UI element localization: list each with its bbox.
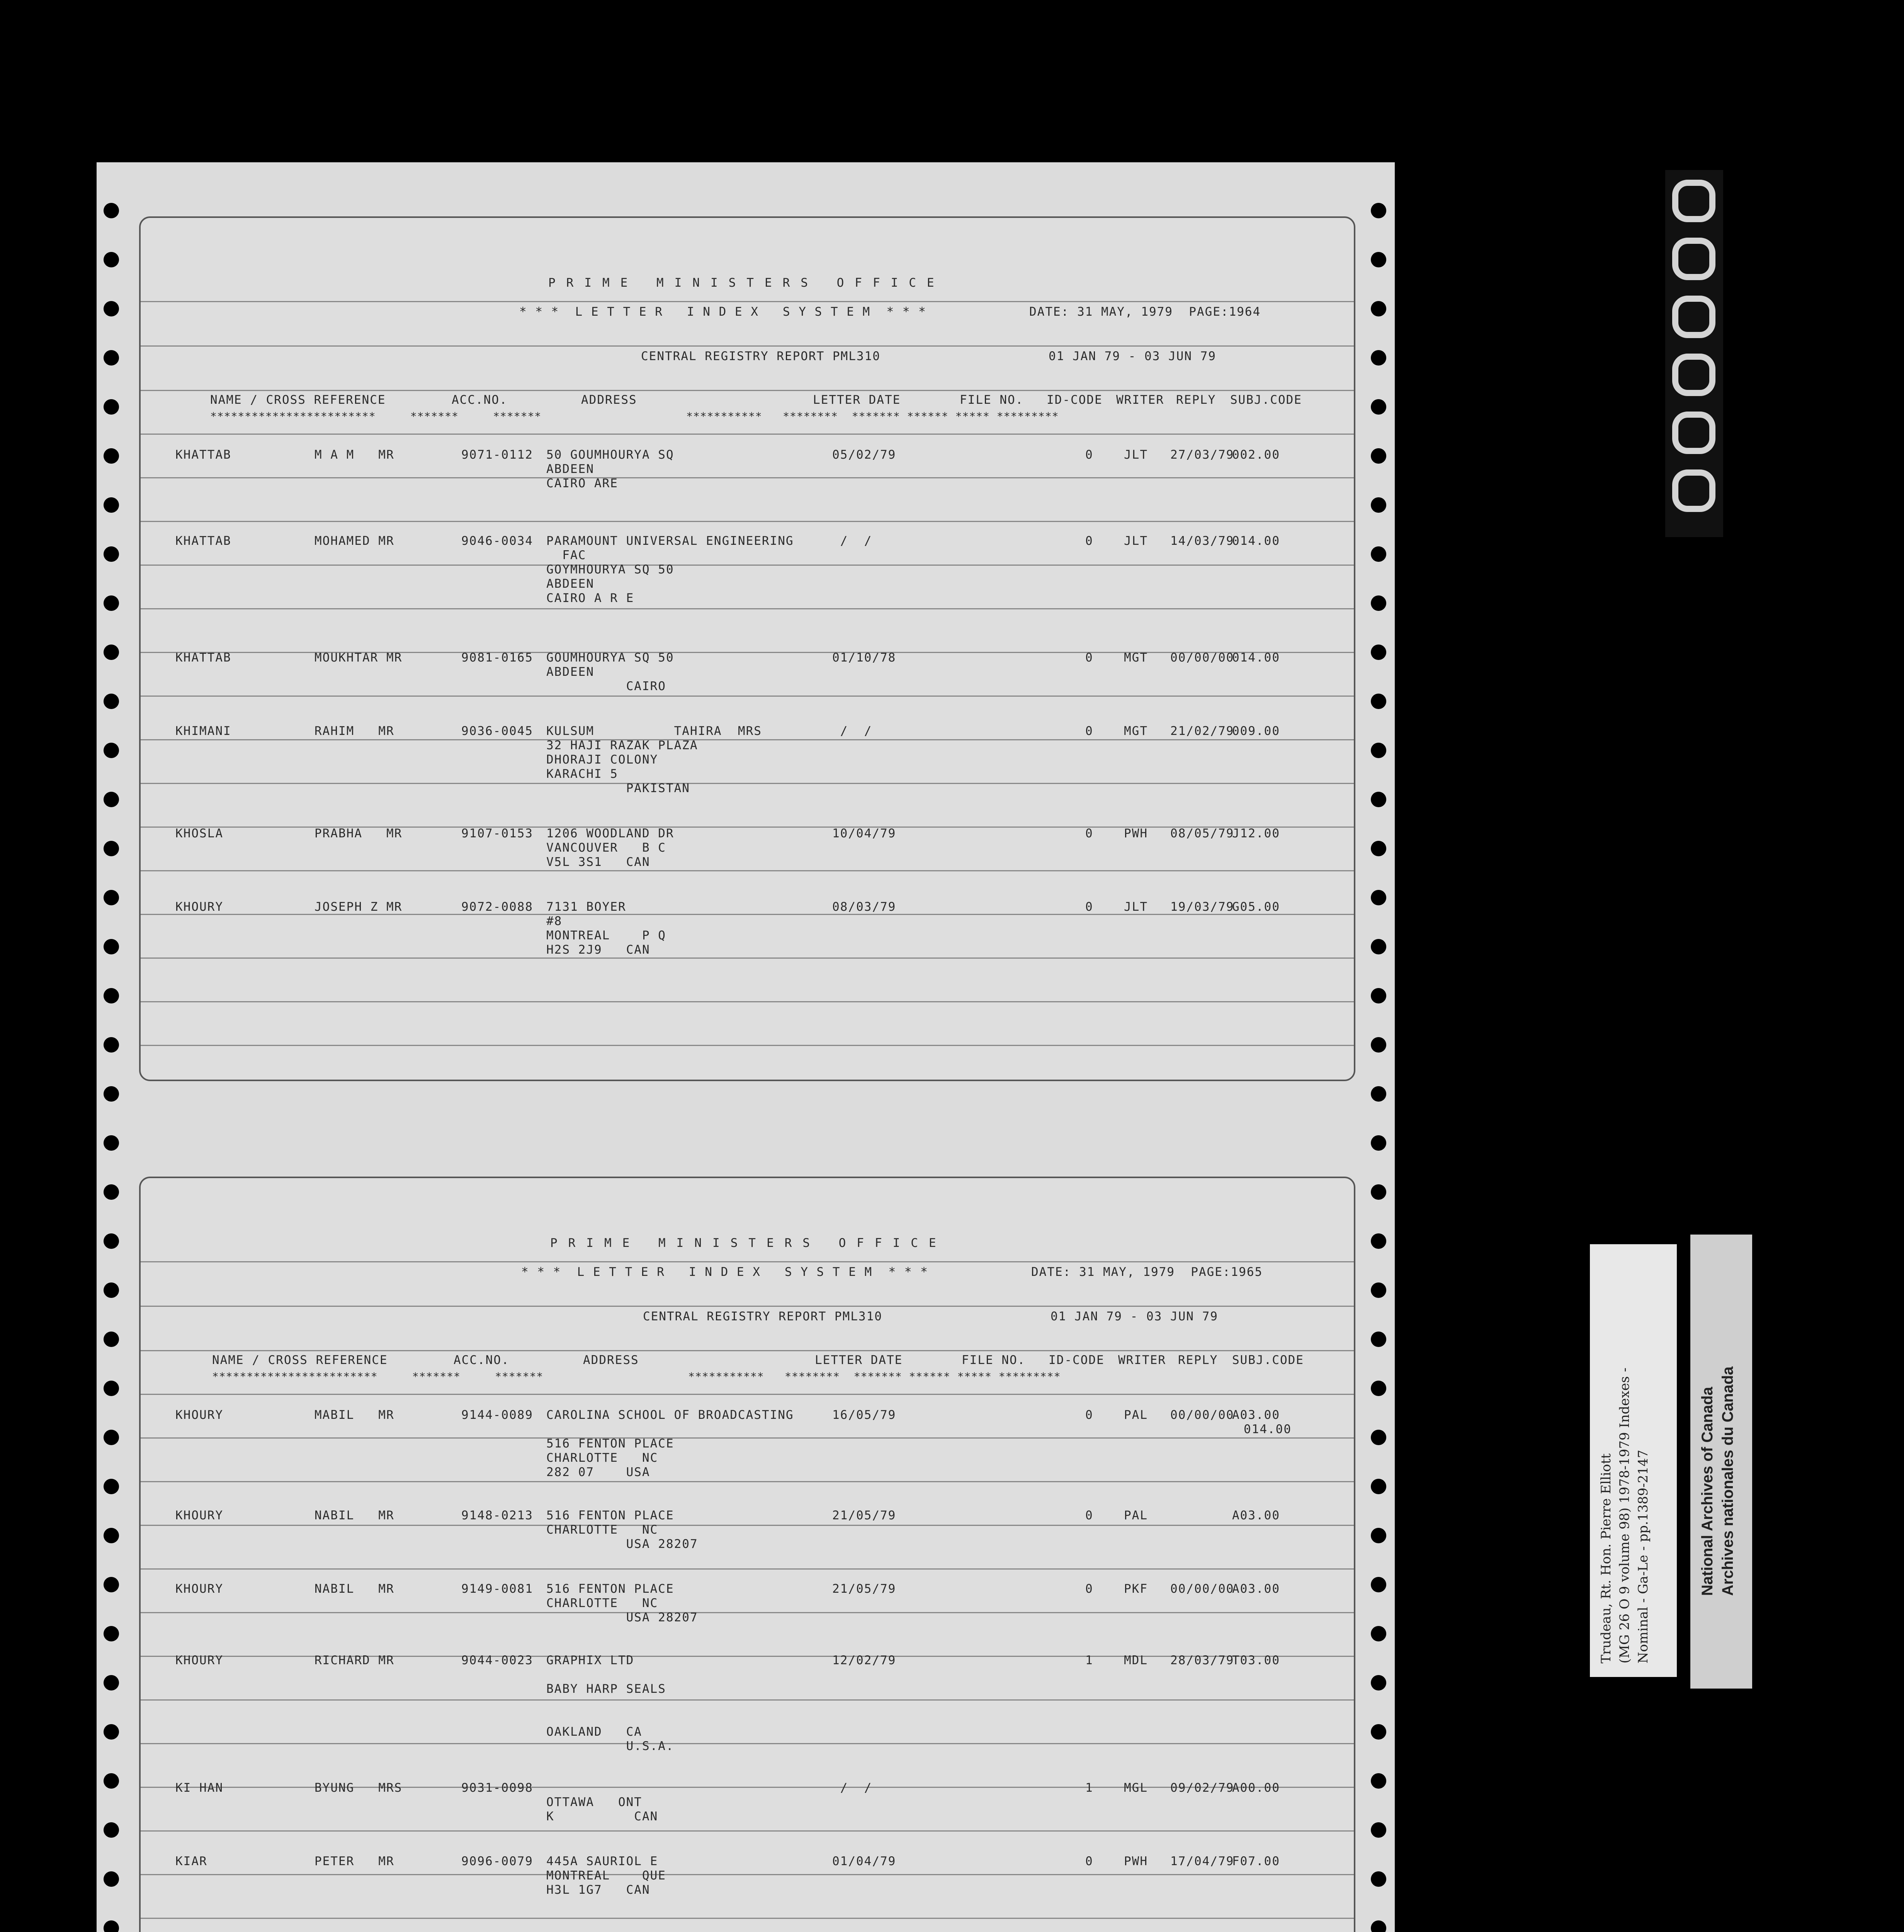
record-subj-code: A03.00 [1232,1509,1280,1522]
record-address-line: CAIRO ARE [546,476,618,490]
report-range: 01 JAN 79 - 03 JUN 79 [1049,349,1216,363]
feed-hole [1371,1675,1386,1690]
feed-hole [104,694,119,709]
stamp-digit [1672,180,1715,222]
record-given-name: RICHARD MR [314,1653,394,1667]
record-acc-no: 9149-0081 [461,1582,533,1596]
record-id-code: 0 [1085,827,1093,840]
col-acc: ACC.NO. [454,1353,510,1367]
rule [141,1918,1354,1919]
date-page: DATE: 31 MAY, 1979 PAGE:1965 [1031,1265,1263,1279]
record-letter-date: 05/02/79 [832,448,896,462]
record-address-line: 516 FENTON PLACE [546,1582,674,1596]
record-address-line: USA 28207 [546,1537,698,1551]
col-writer: WRITER [1116,393,1164,407]
report-id: CENTRAL REGISTRY REPORT PML310 [643,1310,882,1323]
record-surname: KHOURY [175,1582,223,1596]
feed-hole [104,1332,119,1347]
record-address-line: KARACHI 5 [546,767,618,781]
feed-hole [104,1577,119,1592]
col-reply: REPLY [1178,1353,1218,1367]
record-reply-date: 27/03/79 [1170,448,1234,462]
record-address-line: 50 GOUMHOURYA SQ [546,448,674,462]
report-page-1964 [139,216,1355,1081]
system-title: * * * L E T T E R I N D E X S Y S T E M * * * [521,1265,928,1279]
feed-hole [104,1724,119,1740]
record-address-line: GOYMHOURYA SQ 50 [546,563,674,577]
record-writer: JLT [1124,448,1148,462]
record-address-line: K CAN [546,1810,658,1823]
feed-hole [104,1528,119,1543]
rule [141,1481,1354,1482]
feed-hole [104,301,119,316]
feed-hole [1371,1822,1386,1838]
feed-hole [104,1871,119,1887]
rule [141,696,1354,697]
record-address-line: BABY HARP SEALS [546,1682,666,1696]
record-id-code: 0 [1085,1408,1093,1422]
record-acc-no: 9148-0213 [461,1509,533,1522]
record-reply-date: 28/03/79 [1170,1653,1234,1667]
feed-hole [1371,743,1386,758]
feed-hole [104,350,119,366]
record-surname: KHATTAB [175,448,231,462]
col-acc: ACC.NO. [452,393,508,407]
feed-hole [1371,1381,1386,1396]
record-address-line: 282 07 USA [546,1465,650,1479]
report-id: CENTRAL REGISTRY REPORT PML310 [641,349,881,363]
record-id-code: 0 [1085,448,1093,462]
header-underline: ************************ ******* ******* *********** ******** ******* ****** ***** ********* [210,410,1059,423]
feed-hole [1371,1135,1386,1151]
feed-hole [104,939,119,954]
label-title: Trudeau, Rt. Hon. Pierre Elliott [1598,1453,1614,1663]
feed-hole [1371,1282,1386,1298]
record-surname: KHOSLA [175,827,223,840]
record-surname: KHATTAB [175,651,231,665]
feed-hole [1371,939,1386,954]
col-file: FILE NO. [962,1353,1026,1367]
record-address-line: CAROLINA SCHOOL OF BROADCASTING [546,1408,794,1422]
feed-hole [104,1430,119,1445]
record-acc-no: 9046-0034 [461,534,533,548]
record-letter-date: 10/04/79 [832,827,896,840]
record-surname: KI HAN [175,1781,223,1795]
record-letter-date: / / [832,1781,872,1795]
record-letter-date: / / [832,534,872,548]
record-reply-date: 08/05/79 [1170,827,1234,840]
feed-hole [104,203,119,218]
feed-hole [1371,988,1386,1003]
feed-hole [1371,546,1386,562]
record-address-line: U.S.A. [546,1739,674,1753]
record-writer: PWH [1124,1854,1148,1868]
institution-en: National Archives of Canada [1699,1387,1716,1596]
record-reply-date: 17/04/79 [1170,1854,1234,1868]
record-address-line: MONTREAL QUE [546,1869,666,1883]
record-subj-code-2: 014.00 [1244,1422,1292,1436]
rule [141,1830,1354,1832]
feed-hole [104,448,119,464]
record-surname: KHOURY [175,1653,223,1667]
feed-hole [104,1626,119,1641]
archive-institution-label [1690,1235,1752,1689]
feed-hole [1371,1871,1386,1887]
record-address-line: 516 FENTON PLACE [546,1437,674,1451]
stamp-digit [1672,296,1715,338]
record-id-code: 0 [1085,534,1093,548]
record-reply-date: 00/00/00 [1170,1408,1234,1422]
record-given-name: JOSEPH Z MR [314,900,403,914]
printout-sheet [97,162,1395,1932]
label-line2: (MG 26 O 9 volume 98) 1978-1979 Indexes - [1617,1367,1632,1663]
feed-hole [1371,1577,1386,1592]
feed-hole [1371,694,1386,709]
record-surname: KHOURY [175,900,223,914]
rule [141,957,1354,959]
record-writer: JLT [1124,900,1148,914]
record-id-code: 0 [1085,1509,1093,1522]
record-subj-code: 002.00 [1232,448,1280,462]
record-writer: MGL [1124,1781,1148,1795]
feed-hole [1371,1332,1386,1347]
feed-hole [104,252,119,267]
record-address-line: DHORAJI COLONY [546,753,658,767]
record-letter-date: 16/05/79 [832,1408,896,1422]
rule [141,1045,1354,1046]
frame-number-stamp [1665,170,1723,537]
record-subj-code: 014.00 [1232,651,1280,665]
rule [141,1525,1354,1526]
record-address-line: ABDEEN [546,577,594,591]
rule [141,1568,1354,1570]
col-address: ADDRESS [581,393,637,407]
rule [141,521,1354,522]
feed-hole [104,1920,119,1932]
col-letter-date: LETTER DATE [813,393,901,407]
record-address-line: OTTAWA ONT [546,1795,642,1809]
record-letter-date: 12/02/79 [832,1653,896,1667]
feed-hole [1371,1037,1386,1053]
record-acc-no: 9071-0112 [461,448,533,462]
record-address-line: KULSUM TAHIRA MRS [546,724,762,738]
rule [141,870,1354,871]
col-subj: SUBJ.CODE [1230,393,1302,407]
record-address-line: CAIRO A R E [546,591,634,605]
feed-hole [1371,1086,1386,1102]
date-page: DATE: 31 MAY, 1979 PAGE:1964 [1029,305,1261,319]
record-given-name: RAHIM MR [314,724,394,738]
record-id-code: 0 [1085,900,1093,914]
feed-hole [104,1282,119,1298]
record-address-line: GRAPHIX LTD [546,1653,634,1667]
record-letter-date: 08/03/79 [832,900,896,914]
feed-hole [1371,497,1386,513]
record-writer: MDL [1124,1653,1148,1667]
record-given-name: MABIL MR [314,1408,394,1422]
record-address-line: OAKLAND CA [546,1725,642,1739]
record-surname: KHATTAB [175,534,231,548]
record-address-line: #8 [546,914,563,928]
record-surname: KIAR [175,1854,207,1868]
feed-hole [104,841,119,856]
record-acc-no: 9072-0088 [461,900,533,914]
record-id-code: 0 [1085,651,1093,665]
record-letter-date: 01/10/78 [832,651,896,665]
record-surname: KHOURY [175,1509,223,1522]
feed-hole [1371,1920,1386,1932]
feed-hole [104,1773,119,1789]
rule [141,1743,1354,1744]
record-address-line: GOUMHOURYA SQ 50 [546,651,674,665]
stamp-digit [1672,354,1715,396]
feed-hole [1371,399,1386,415]
record-surname: KHIMANI [175,724,231,738]
feed-hole [104,988,119,1003]
record-address-line: FAC [546,548,586,562]
record-address-line: CHARLOTTE NC [546,1451,658,1465]
feed-hole [104,1822,119,1838]
stamp-digit [1672,412,1715,454]
record-id-code: 0 [1085,1854,1093,1868]
record-address-line: VANCOUVER B C [546,841,666,855]
record-letter-date: / / [832,724,872,738]
record-address-line: CHARLOTTE NC [546,1523,658,1537]
record-address-line: 7131 BOYER [546,900,626,914]
record-writer: MGT [1124,651,1148,665]
rule [141,1699,1354,1701]
record-id-code: 0 [1085,1582,1093,1596]
record-acc-no: 9081-0165 [461,651,533,665]
feed-hole [1371,1233,1386,1249]
feed-hole [1371,350,1386,366]
feed-hole [1371,252,1386,267]
record-address-line: 445A SAURIOL E [546,1854,658,1868]
rule [141,1394,1354,1395]
record-given-name: NABIL MR [314,1509,394,1522]
rule [141,739,1354,740]
record-subj-code: A03.00 [1232,1408,1280,1422]
record-given-name: MOUKHTAR MR [314,651,403,665]
feed-hole [104,1479,119,1494]
col-letter-date: LETTER DATE [815,1353,903,1367]
label-line3: Nominal - Ga-Le - pp.1389-2147 [1635,1449,1651,1663]
record-reply-date: 14/03/79 [1170,534,1234,548]
feed-hole [1371,792,1386,807]
col-name: NAME / CROSS REFERENCE [210,393,386,407]
archive-reference-label [1590,1244,1677,1677]
record-writer: PAL [1124,1408,1148,1422]
office-title: PRIME MINISTERS OFFICE [548,276,945,290]
feed-hole [1371,203,1386,218]
record-acc-no: 9144-0089 [461,1408,533,1422]
report-range: 01 JAN 79 - 03 JUN 79 [1051,1310,1218,1323]
record-address-line: CHARLOTTE NC [546,1596,658,1610]
record-acc-no: 9044-0023 [461,1653,533,1667]
rule [141,608,1354,609]
feed-hole [1371,841,1386,856]
rule [141,914,1354,915]
record-writer: PKF [1124,1582,1148,1596]
feed-hole [104,890,119,905]
record-subj-code: T03.00 [1232,1653,1280,1667]
rule [141,1874,1354,1875]
feed-hole [104,1675,119,1690]
record-acc-no: 9036-0045 [461,724,533,738]
record-id-code: 1 [1085,1781,1093,1795]
record-letter-date: 21/05/79 [832,1582,896,1596]
col-reply: REPLY [1176,393,1216,407]
rule [141,565,1354,566]
feed-hole [1371,1430,1386,1445]
feed-hole [1371,448,1386,464]
record-writer: PWH [1124,827,1148,840]
record-acc-no: 9107-0153 [461,827,533,840]
record-subj-code: J12.00 [1232,827,1280,840]
feed-hole [1371,1773,1386,1789]
feed-hole [104,546,119,562]
office-title: PRIME MINISTERS OFFICE [550,1236,947,1250]
record-address-line: 32 HAJI RAZAK PLAZA [546,738,698,752]
records-page-1965 [141,1178,1354,1932]
records-page-1964 [141,218,1354,1080]
record-given-name: PETER MR [314,1854,394,1868]
feed-hole [104,645,119,660]
record-surname: KHOURY [175,1408,223,1422]
record-writer: JLT [1124,534,1148,548]
record-given-name: BYUNG MRS [314,1781,403,1795]
report-page-1965 [139,1177,1355,1932]
col-file: FILE NO. [960,393,1024,407]
record-reply-date: 00/00/00 [1170,1582,1234,1596]
record-given-name: NABIL MR [314,1582,394,1596]
feed-hole [104,1381,119,1396]
col-id: ID-CODE [1049,1353,1105,1367]
record-id-code: 1 [1085,1653,1093,1667]
feed-hole [1371,301,1386,316]
record-address-line: H3L 1G7 CAN [546,1883,650,1897]
record-id-code: 0 [1085,724,1093,738]
record-address-line: ABDEEN [546,665,594,679]
record-writer: MGT [1124,724,1148,738]
feed-hole [104,743,119,758]
record-address-line: PAKISTAN [546,781,690,795]
col-name: NAME / CROSS REFERENCE [212,1353,388,1367]
feed-hole [104,1184,119,1200]
feed-hole [104,1233,119,1249]
record-address-line: 516 FENTON PLACE [546,1509,674,1522]
col-address: ADDRESS [583,1353,639,1367]
rule [141,434,1354,435]
feed-hole [1371,1528,1386,1543]
record-reply-date: 00/00/00 [1170,651,1234,665]
record-given-name: PRABHA MR [314,827,403,840]
record-address-line: USA 28207 [546,1611,698,1624]
record-address-line: MONTREAL P Q [546,929,666,942]
record-address-line: V5L 3S1 CAN [546,855,650,869]
rule [141,1612,1354,1613]
record-address-line: 1206 WOODLAND DR [546,827,674,840]
record-address-line: CAIRO [546,679,666,693]
record-subj-code: G05.00 [1232,900,1280,914]
record-subj-code: A03.00 [1232,1582,1280,1596]
record-letter-date: 01/04/79 [832,1854,896,1868]
feed-hole [1371,890,1386,905]
feed-hole [104,595,119,611]
feed-hole [104,497,119,513]
feed-hole [1371,645,1386,660]
record-given-name: M A M MR [314,448,394,462]
col-writer: WRITER [1118,1353,1166,1367]
record-given-name: MOHAMED MR [314,534,394,548]
record-writer: PAL [1124,1509,1148,1522]
record-reply-date: 19/03/79 [1170,900,1234,914]
rule [141,1437,1354,1439]
feed-hole [104,1135,119,1151]
feed-hole [1371,1626,1386,1641]
stamp-digit [1672,469,1715,512]
record-subj-code: F07.00 [1232,1854,1280,1868]
stamp-digit [1672,238,1715,280]
feed-hole [1371,1479,1386,1494]
feed-hole [1371,1724,1386,1740]
feed-hole [104,1086,119,1102]
record-acc-no: 9031-0098 [461,1781,533,1795]
rule [141,477,1354,478]
feed-hole [104,1037,119,1053]
record-reply-date: 21/02/79 [1170,724,1234,738]
record-address-line: H2S 2J9 CAN [546,943,650,957]
system-title: * * * L E T T E R I N D E X S Y S T E M * * * [519,305,926,319]
feed-hole [104,399,119,415]
record-address-line: ABDEEN [546,462,594,476]
feed-hole [1371,1184,1386,1200]
rule [141,783,1354,784]
rule [141,1001,1354,1002]
record-subj-code: 009.00 [1232,724,1280,738]
feed-hole [104,792,119,807]
institution-fr: Archives nationales du Canada [1719,1366,1736,1596]
record-acc-no: 9096-0079 [461,1854,533,1868]
record-subj-code: A00.00 [1232,1781,1280,1795]
record-letter-date: 21/05/79 [832,1509,896,1522]
record-address-line: PARAMOUNT UNIVERSAL ENGINEERING [546,534,794,548]
header-underline: ************************ ******* ******* *********** ******** ******* ****** ***** ********* [212,1370,1061,1383]
col-subj: SUBJ.CODE [1232,1353,1304,1367]
record-subj-code: 014.00 [1232,534,1280,548]
record-reply-date: 09/02/79 [1170,1781,1234,1795]
col-id: ID-CODE [1047,393,1103,407]
feed-hole [1371,595,1386,611]
